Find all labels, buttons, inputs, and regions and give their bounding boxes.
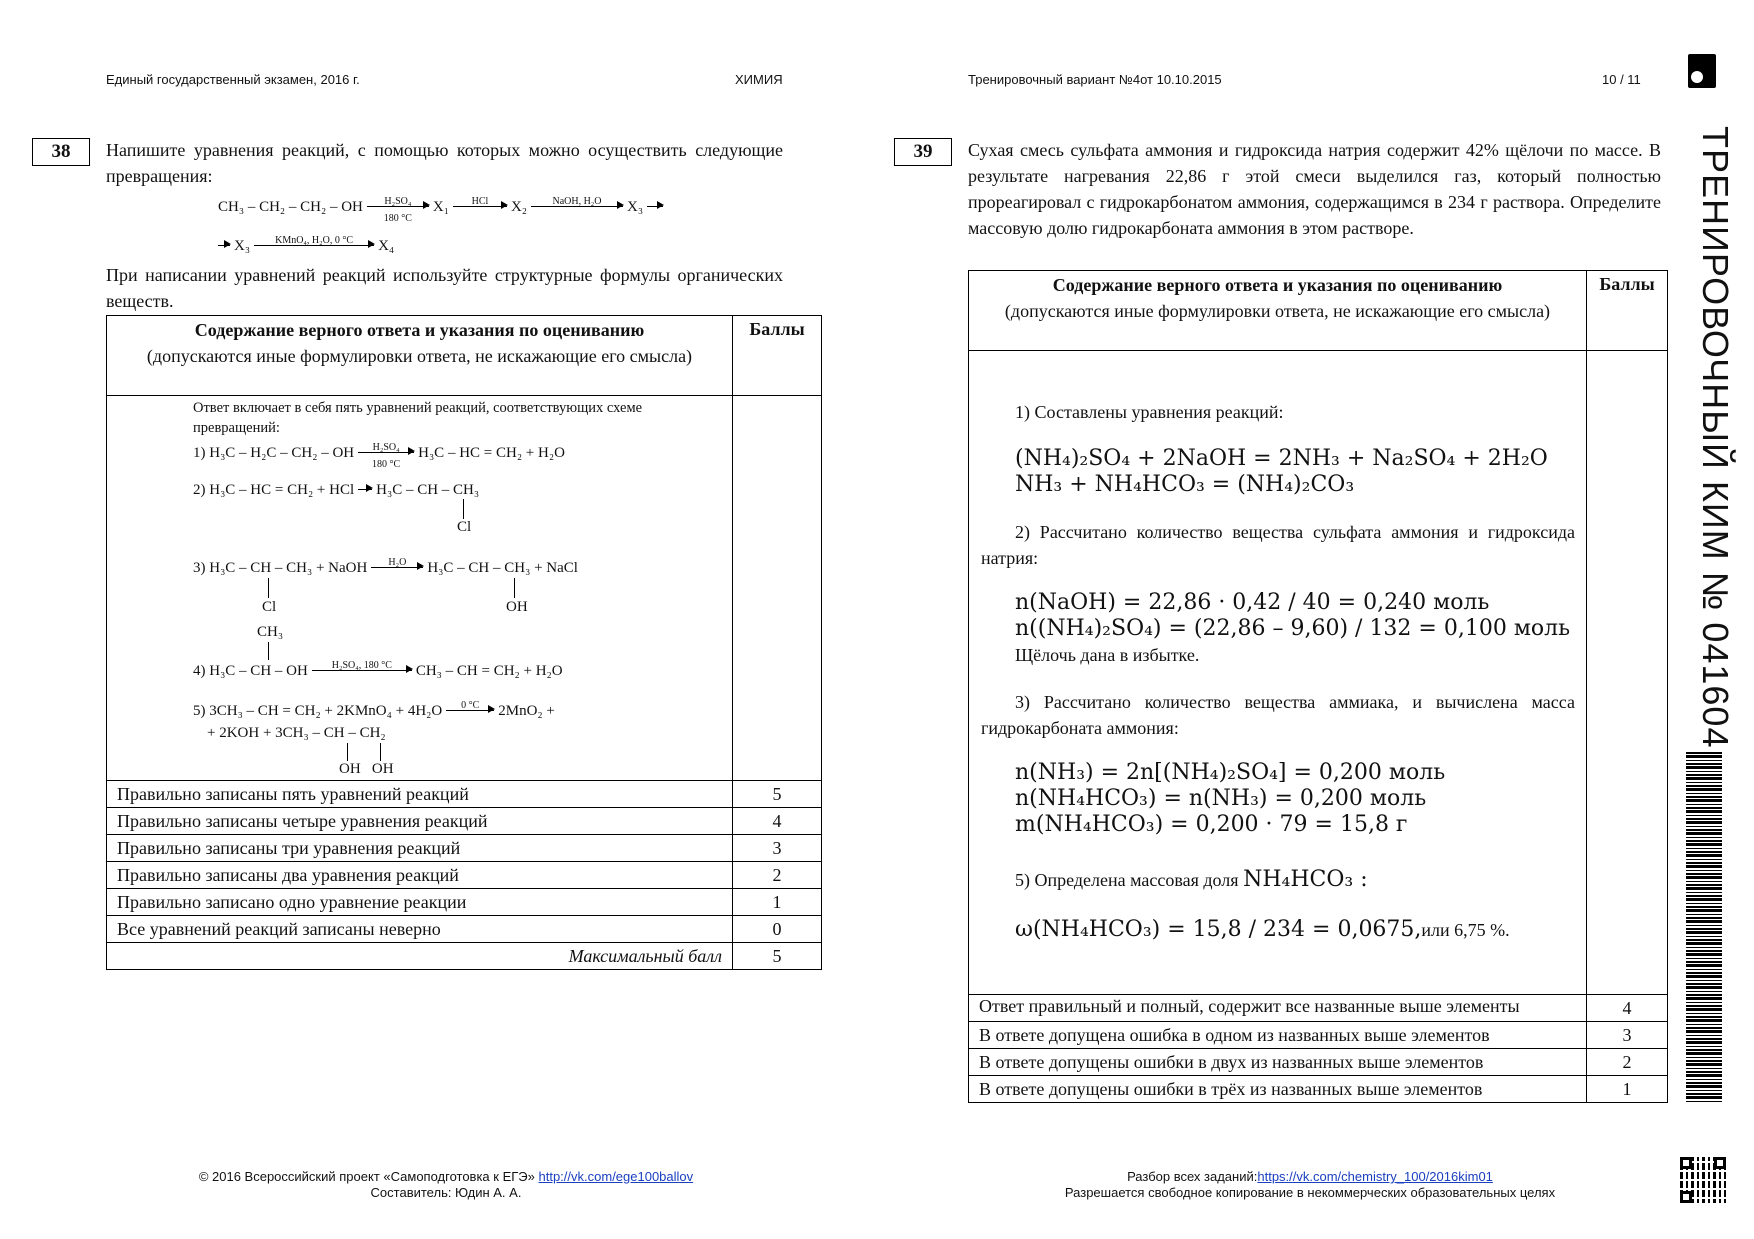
eq-left: 4) H₃C – CH – OH: [193, 663, 308, 679]
q39-criteria-row: [969, 1022, 1668, 1049]
footer-left: [146, 1169, 746, 1201]
q39-criteria-row: [969, 1049, 1668, 1076]
footer-right: [1000, 1169, 1620, 1201]
max-points: 5: [733, 943, 822, 970]
criteria-text: Правильно записаны пять уравнений реакций: [107, 781, 733, 808]
arrow-icon: [254, 234, 374, 246]
q38-scheme-line1: [218, 195, 667, 224]
question-number-39: 39: [894, 138, 952, 166]
q39-calc4: n(NH₄HCO₃) = n(NH₃) = 0,200 моль: [1015, 786, 1427, 811]
q38-max-row: [107, 943, 822, 970]
eq-right: CH₃ – CH = CH₂ + H₂O: [415, 663, 563, 679]
arrow-icon: [446, 699, 494, 711]
criteria-text: Правильно записано одно уравнение реакции: [107, 889, 733, 916]
q39-criteria-row: [969, 995, 1668, 1022]
criteria-text: В ответе допущена ошибка в одном из названных выше элементов: [969, 1022, 1587, 1049]
q38-eq5-line2: + 2KOH + 3CH₃ – CH – CH₂: [207, 725, 386, 741]
q38-header-main: Содержание верного ответа и указания по оцениванию: [194, 320, 645, 340]
footer-right-link[interactable]: https://vk.com/chemistry_100/2016kim01: [1257, 1169, 1493, 1184]
barcode-icon: [1686, 752, 1722, 1102]
q38-eq1: [193, 441, 565, 470]
eq-left: 1) H₃C – H₂C – CH₂ – OH: [193, 445, 355, 461]
q38-eq2: [193, 479, 479, 501]
criteria-text: В ответе допущены ошибки в двух из названных выше элементов: [969, 1049, 1587, 1076]
q38-scheme-line2: [218, 235, 394, 257]
criteria-points: 3: [733, 835, 822, 862]
q38-eq5: [193, 700, 555, 722]
arrow-sublabel: 180 °C: [383, 212, 412, 224]
arrow-label: NaOH, H₂O: [552, 195, 602, 207]
scheme-x1: X₁: [432, 199, 449, 215]
header-page-number: 10 / 11: [1602, 72, 1641, 87]
q39-criteria-row: [969, 1076, 1668, 1103]
criteria-text: В ответе допущены ошибки в трёх из названных выше элементов: [969, 1076, 1587, 1103]
arrow-icon: [531, 195, 623, 207]
q39-answer-points-cell: [1587, 351, 1668, 995]
criteria-text: Правильно записаны два уравнения реакций: [107, 862, 733, 889]
bond-line: [268, 578, 269, 598]
arrow-label: H₂SO₄: [384, 195, 412, 207]
q38-eq4: [193, 660, 563, 682]
arrow-icon: [218, 244, 230, 246]
q38-answer-points-cell: [733, 396, 822, 781]
q38-grading-table: [106, 315, 822, 970]
criteria-points: 4: [733, 808, 822, 835]
criteria-points: 3: [1587, 1022, 1668, 1049]
arrow-icon: [371, 556, 423, 568]
q38-header-cell: [107, 316, 733, 396]
bond-line: [514, 578, 515, 598]
footer-analysis-line: [1000, 1169, 1620, 1185]
footer-copy-note: Разрешается свободное копирование в некоммерческих образовательных целях: [1064, 1185, 1556, 1200]
criteria-text: Все уравнений реакций записаны неверно: [107, 916, 733, 943]
criteria-points: 1: [1587, 1076, 1668, 1103]
q39-excess: Щёлочь дана в избытке.: [1015, 645, 1200, 665]
q39-step3: 3) Рассчитано количество вещества аммиака, и вычислена масса гидрокарбоната аммония:: [981, 692, 1575, 738]
arrow-label: 0 °C: [461, 699, 480, 711]
header-exam-title: Единый государственный экзамен, 2016 г.: [106, 72, 360, 87]
q39-calc2: n((NH₄)₂SO₄) = (22,86 – 9,60) / 132 = 0,100 моль: [1015, 616, 1571, 641]
q38-answer-intro: Ответ включает в себя пять уравнений реакций, соответствующих схеме превращений:: [193, 400, 643, 436]
eq-right: H₃C – CH – CH₃ + NaCl: [427, 560, 578, 576]
arrow-icon: [367, 195, 429, 224]
q38-prompt: Напишите уравнения реакций, с помощью которых можно осуществить следующие превращения:: [106, 140, 783, 186]
header-subject: ХИМИЯ: [735, 72, 783, 87]
arrow-icon: [358, 488, 372, 490]
footer-copyright: © 2016 Всероссийский проект «Самоподготовка к ЕГЭ»: [198, 1169, 535, 1184]
q38-eq4-top: CH₃: [257, 624, 284, 640]
q39-header-sub: (допускаются иные формулировки ответа, не искажающие его смысла): [1004, 301, 1551, 321]
q39-header-points: Баллы: [1587, 271, 1668, 351]
arrow-icon: [453, 195, 507, 207]
step5-text: 5) Определена массовая доля: [1015, 870, 1239, 890]
footer-author: Составитель: Юдин А. А.: [370, 1185, 522, 1200]
footer-analysis-label: Разбор всех заданий:: [1127, 1169, 1258, 1184]
q38-eq3: [193, 557, 578, 579]
eq-left: 5) 3CH₃ – CH = CH₂ + 2KMnO₄ + 4H₂O: [193, 703, 443, 719]
q39-calc6: [1015, 917, 1510, 943]
q39-grading-table: [968, 270, 1668, 1103]
vertical-kim-title: ТРЕНИРОВОЧНЫЙ КИМ № 041604: [1695, 126, 1736, 749]
q38-criteria-row: [107, 889, 822, 916]
q39-answer-cell: [969, 351, 1587, 995]
q39-step1: 1) Составлены уравнения реакций:: [1015, 402, 1284, 422]
eq-left: 2) H₃C – HC = CH₂ + HCl: [193, 482, 355, 498]
arrow-icon: [312, 659, 412, 671]
criteria-points: 0: [733, 916, 822, 943]
arrow-label: KMnO₄, H₂O, 0 °C: [275, 234, 354, 246]
q39-prompt: Сухая смесь сульфата аммония и гидроксида натрия содержит 42% щёлочи по массе. В результате нагревания 22,86 г этой смеси выделился газ, который полностью прореагировал с гидрокарбонатом аммония, содержащимся в 234 г раствора. Определите массовую долю гидрокарбоната аммония в этом растворе.: [968, 140, 1661, 238]
q38-eq5-sub: OH OH: [339, 761, 394, 777]
q38-eq2-sub: Cl: [457, 519, 472, 535]
q38-eq3-sub-right: OH: [506, 599, 528, 615]
footer-left-link[interactable]: http://vk.com/ege100ballov: [538, 1169, 694, 1184]
step5-formula: NH₄HCO₃ :: [1243, 867, 1368, 892]
eq-right: H₃C – CH – CH₃: [376, 482, 480, 498]
q38-criteria-row: [107, 835, 822, 862]
scheme-start: CH₃ – CH₂ – CH₂ – OH: [218, 199, 363, 215]
scheme-x3: X₃: [627, 199, 644, 215]
q38-criteria-row: [107, 781, 822, 808]
criteria-points: 1: [733, 889, 822, 916]
arrow-label: H₂SO₄, 180 °C: [331, 659, 392, 671]
arrow-label: H₂SO₄: [372, 441, 400, 453]
max-label: Максимальный балл: [107, 943, 733, 970]
q39-calc3: n(NH₃) = 2n[(NH₄)₂SO₄] = 0,200 моль: [1015, 760, 1446, 785]
q38-criteria-row: [107, 808, 822, 835]
q38-criteria-row: [107, 862, 822, 889]
criteria-points: 5: [733, 781, 822, 808]
q38-answer-cell: [107, 396, 733, 781]
scheme-x3: X₃: [234, 238, 251, 254]
bond-line: [268, 642, 269, 660]
q38-criteria-row: [107, 916, 822, 943]
qr-code-icon: [1680, 1157, 1726, 1203]
scheme-x2: X₂: [510, 199, 527, 215]
q39-calc1: n(NaOH) = 22,86 · 0,42 / 40 = 0,240 моль: [1015, 590, 1490, 615]
q38-note: При написании уравнений реакций используйте структурные формулы органических веществ.: [106, 265, 783, 311]
criteria-text: Правильно записаны четыре уравнения реакций: [107, 808, 733, 835]
criteria-points: 2: [1587, 1049, 1668, 1076]
eq-right: 2MnO₂ +: [498, 703, 555, 719]
calc6-tail: или 6,75 %.: [1421, 920, 1510, 940]
criteria-points: 2: [733, 862, 822, 889]
q39-step2: 2) Рассчитано количество вещества сульфата аммония и гидроксида натрия:: [981, 522, 1575, 568]
q38-eq3-sub-left: Cl: [262, 599, 277, 615]
arrow-sublabel: 180 °C: [372, 458, 401, 470]
question-number-38: 38: [32, 138, 90, 166]
arrow-label: HCl: [471, 195, 489, 207]
q39-step5: [1015, 867, 1368, 893]
q39-calc5: m(NH₄HCO₃) = 0,200 · 79 = 15,8 г: [1015, 812, 1408, 837]
scheme-x4: X₄: [378, 238, 395, 254]
corner-marker-icon: [1688, 54, 1716, 88]
criteria-text: Ответ правильный и полный, содержит все названные выше элементы: [969, 995, 1587, 1022]
q39-eqB: NH₃ + NH₄HCO₃ = (NH₄)₂CO₃: [1015, 472, 1355, 497]
calc6-formula: ω(NH₄HCO₃) = 15,8 / 234 = 0,0675,: [1015, 917, 1422, 942]
q38-header-points: Баллы: [733, 316, 822, 396]
q39-header-main: Содержание верного ответа и указания по оцениванию: [1052, 275, 1503, 295]
arrow-icon: [647, 205, 663, 207]
criteria-text: Правильно записаны три уравнения реакций: [107, 835, 733, 862]
eq-left: 3) H₃C – CH – CH₃ + NaOH: [193, 560, 368, 576]
q39-header-cell: [969, 271, 1587, 351]
q38-header-sub: (допускаются иные формулировки ответа, не искажающие его смысла): [146, 346, 693, 366]
arrow-icon: [358, 441, 414, 470]
q39-eqA: (NH₄)₂SO₄ + 2NaOH = 2NH₃ + Na₂SO₄ + 2H₂O: [1015, 446, 1548, 471]
eq-right: H₃C – HC = CH₂ + H₂O: [418, 445, 565, 461]
criteria-points: 4: [1587, 995, 1668, 1022]
header-variant: Тренировочный вариант №4от 10.10.2015: [968, 72, 1222, 87]
arrow-label: H₂O: [388, 556, 407, 568]
footer-copyright-line: [146, 1169, 746, 1185]
